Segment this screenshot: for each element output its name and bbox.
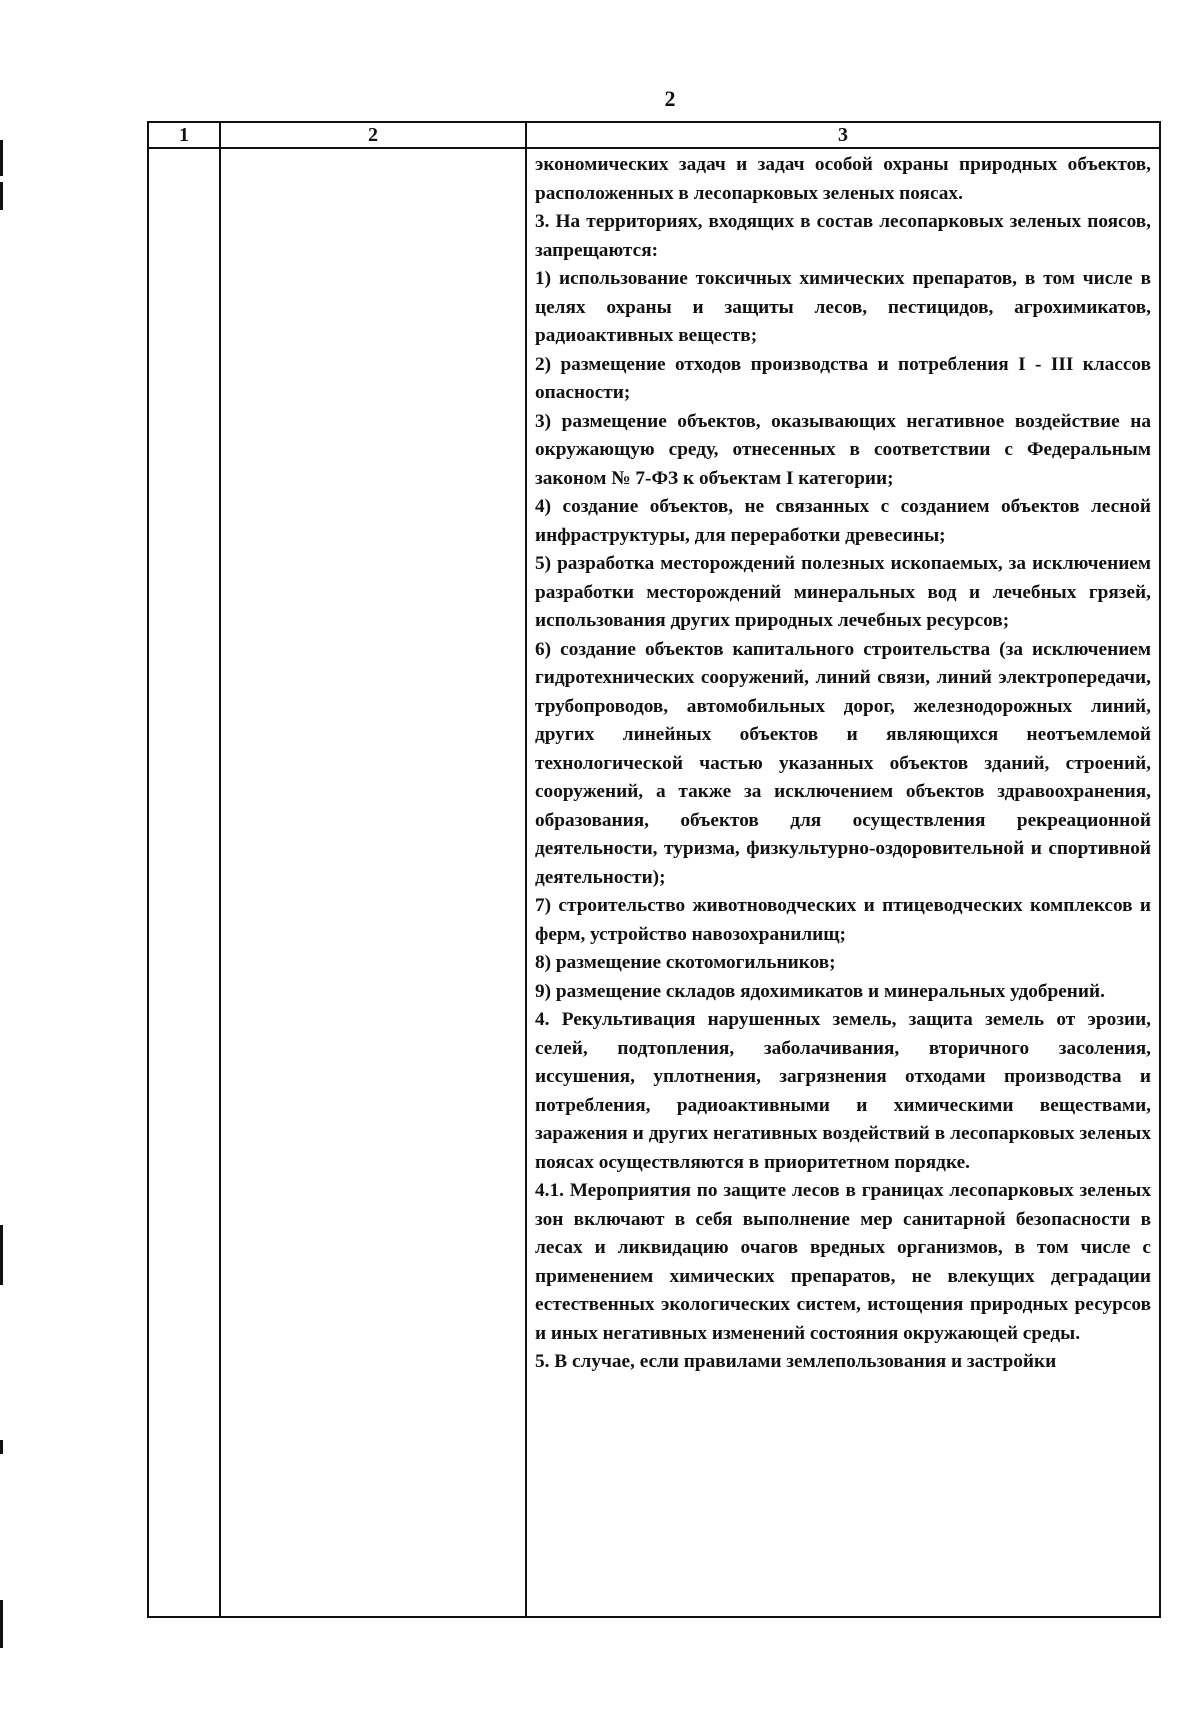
column-header-3: 3 — [526, 122, 1160, 148]
document-table — [147, 121, 1161, 1618]
paragraph: 2) размещение отходов производства и потребления I - III классов опасности; — [535, 353, 1151, 403]
scan-margin-mark — [0, 1440, 3, 1454]
paragraph: экономических задач и задач особой охраны природных объектов, расположенных в лесопарковых зеленых поясах. — [535, 154, 1151, 204]
paragraph: 8) размещение скотомогильников; — [535, 952, 836, 973]
scan-margin-mark — [0, 1600, 3, 1648]
paragraph: 5) разработка месторождений полезных ископаемых, за исключением разработки месторождений минеральных вод и лечебных грязей, использования других природных лечебных ресурсов; — [535, 553, 1151, 631]
table-row — [148, 148, 1160, 1617]
paragraph: 4. Рекультивация нарушенных земель, защита земель от эрозии, селей, подтопления, заболачивания, вторичного засоления, иссушения, уплотнения, загрязнения отходами производства и потребления, радиоактивными и химическими веществами, заражения и других негативных воздействий в лесопарковых зеленых поясах осуществляются в приоритетном порядке. — [535, 1009, 1151, 1173]
column-header-1: 1 — [148, 122, 220, 148]
scan-margin-mark — [0, 1225, 3, 1285]
cell-column-3 — [526, 148, 1160, 1617]
paragraph: 6) создание объектов капитального строительства (за исключением гидротехнических сооружений, линий связи, линий электропередачи, трубопроводов, автомобильных дорог, железнодорожных линий, других линейных объектов и являющихся неотъемлемой технологической частью указанных объектов зданий, строений, сооружений, а также за исключением объектов здравоохранения, образования, объектов для осуществления рекреационной деятельности, туризма, физкультурно-оздоровительной и спортивной деятельности); — [535, 638, 1151, 888]
paragraph: 5. В случае, если правилами землепользования и застройки — [535, 1351, 1057, 1372]
scan-margin-mark — [0, 182, 3, 210]
page-number: 2 — [664, 86, 676, 111]
paragraph: 7) строительство животноводческих и птицеводческих комплексов и ферм, устройство навозохранилищ; — [535, 895, 1151, 945]
paragraph: 3. На территориях, входящих в состав лесопарковых зеленых поясов, запрещаются: — [535, 211, 1151, 261]
table-header-row — [148, 122, 1160, 148]
paragraph: 4) создание объектов, не связанных с созданием объектов лесной инфраструктуры, для переработки древесины; — [535, 496, 1151, 546]
paragraph: 3) размещение объектов, оказывающих негативное воздействие на окружающую среду, отнесенных в соответствии с Федеральным законом № 7-ФЗ к объектам I категории; — [535, 410, 1151, 489]
column-header-2: 2 — [220, 122, 526, 148]
paragraph: 4.1. Мероприятия по защите лесов в границах лесопарковых зеленых зон включают в себя выполнение мер санитарной безопасности в лесах и ликвидацию очагов вредных организмов, в том числе с применением химических препаратов, не влекущих деградации естественных экологических систем, истощения природных ресурсов и иных негативных изменений состояния окружающей среды. — [535, 1180, 1151, 1344]
paragraph: 1) использование токсичных химических препаратов, в том числе в целях охраны и защиты лесов, пестицидов, агрохимикатов, радиоактивных веществ; — [535, 268, 1151, 346]
cell-column-2 — [220, 148, 526, 1617]
paragraph: 9) размещение складов ядохимикатов и минеральных удобрений. — [535, 980, 1105, 1002]
scan-margin-mark — [0, 140, 3, 176]
cell-column-1 — [148, 148, 220, 1617]
